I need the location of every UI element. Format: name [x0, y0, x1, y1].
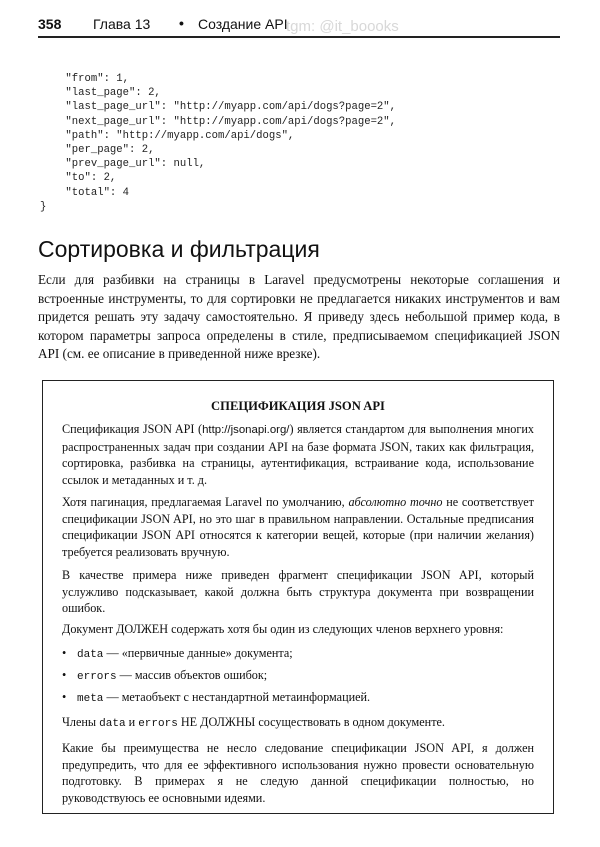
- page-number: 358: [38, 16, 62, 32]
- code-line: "path": "http://myapp.com/api/dogs",: [40, 129, 295, 142]
- code-line: "next_page_url": "http://myapp.com/api/dogs?page=2",: [40, 115, 397, 128]
- bullet-icon: •: [62, 646, 67, 660]
- emphasis: абсолютно точно: [348, 495, 443, 509]
- code-line: "to": 2,: [40, 172, 117, 185]
- code-listing: [40, 72, 396, 214]
- chapter-label: Глава 13: [93, 16, 151, 32]
- running-header: [38, 12, 560, 34]
- code-line: "last_page": 2,: [40, 87, 161, 100]
- bullet-icon: •: [62, 690, 67, 704]
- code-line: "last_page_url": "http://myapp.com/api/dogs?page=2",: [40, 101, 397, 114]
- sidebar-paragraph-2: Хотя пагинация, предлагаемая Laravel по умолчанию, абсолютно точно не соответствует спецификации JSON API, но это шаг в правильном направлении. Остальные предписания спецификации JSON API относятся к категории вещей, которые (при наличии желания) требуется реализовать вручную.: [62, 495, 534, 559]
- code-line: "per_page": 2,: [40, 144, 155, 157]
- intro-paragraph: Если для разбивки на страницы в Laravel предусмотрены некоторые соглашения и встроенные инструменты, то для сортировки не предлагается никаких инструментов и вам придется решать эту задачу самостоятельно. Я приведу здесь небольшой пример кода, в котором параметры запроса определены в стиле, предписываемом спецификацией JSON API (см. ее описание в приведенной ниже врезке).: [38, 272, 560, 361]
- watermark: tgm: @it_boooks: [286, 18, 399, 35]
- sidebar-box: [42, 380, 554, 814]
- sidebar-title: СПЕЦИФИКАЦИЯ JSON API: [211, 399, 385, 413]
- list-item: • errors — массив объектов ошибок;: [62, 668, 268, 683]
- code-line: }: [40, 200, 47, 213]
- chapter-title: Создание API: [198, 16, 288, 32]
- bullet-icon: •: [62, 668, 67, 682]
- sidebar-paragraph-4: Документ ДОЛЖЕН содержать хотя бы один из следующих членов верхнего уровня:: [62, 622, 504, 636]
- sidebar-paragraph-1: Спецификация JSON API (http://jsonapi.org/) является стандартом для выполнения многих распространенных задач при создании API на базе формата JSON, таких как фильтрация, сортировка, разбивка на страницы, аутентификация, встраивание кода, использование ссылок и метаданных и т. д.: [62, 422, 535, 487]
- sidebar-paragraph-3: В качестве примера ниже приведен фрагмент спецификации JSON API, который услужливо подсказывает, какой должна быть структура документа при возвращении ошибок.: [62, 568, 534, 615]
- spec-link[interactable]: http://jsonapi.org/: [202, 424, 290, 436]
- header-rule: [38, 36, 560, 38]
- header-separator: •: [179, 15, 184, 31]
- code-line: "from": 1,: [40, 73, 130, 85]
- section-heading: Сортировка и фильтрация: [38, 236, 320, 262]
- sidebar-paragraph-6: Какие бы преимущества не несло следование спецификации JSON API, я должен предупредить, что для ее эффективного использования нужно провести основательную подготовку. В примерах я не следую данной спецификации полностью, но руководствуюсь ее основными идеями.: [62, 741, 534, 805]
- code-line: "prev_page_url": null,: [40, 158, 206, 171]
- code-line: "total": 4: [40, 186, 130, 199]
- list-item: • meta — метаобъект с нестандартной метаинформацией.: [62, 690, 371, 705]
- list-item: • data — «первичные данные» документа;: [62, 646, 293, 661]
- sidebar-paragraph-5: Члены data и errors НЕ ДОЛЖНЫ сосуществовать в одном документе.: [62, 715, 445, 730]
